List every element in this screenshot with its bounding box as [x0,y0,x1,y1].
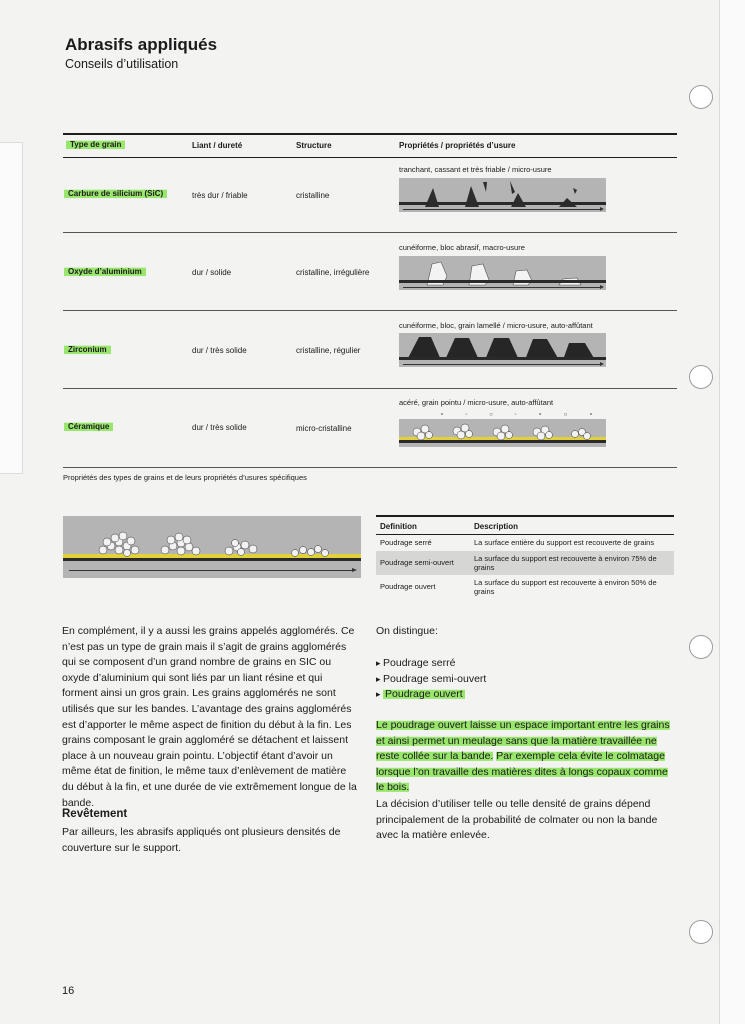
def-top-rule [376,515,674,517]
agglomerated-grain-illustration [63,516,361,578]
def-description: La surface du support est recouverte à environ 75% de grains [474,554,657,572]
zirconium-illustration [399,333,606,367]
grain-ceramique: Céramique [64,422,113,431]
table-row [376,577,674,601]
revetement-paragraph: Par ailleurs, les abrasifs appliqués ont plusieurs densités de couverture sur le support. [62,826,341,854]
right-column-intro: On distingue: [376,625,438,637]
binder-hole [689,635,713,659]
grain-oxyde-aluminium: Oxyde d’aluminium [64,267,146,276]
structure-cell: cristalline, irrégulière [296,268,370,277]
col-header-liant: Liant / dureté [192,141,243,150]
structure-cell: micro-cristalline [296,424,352,433]
page-edge [719,0,745,1024]
binder-hole [689,920,713,944]
ceramic-illustration [399,419,606,447]
def-term: Poudrage ouvert [380,582,436,591]
highlighted-bullet: Poudrage ouvert [385,688,463,701]
density-bullet-list [376,656,676,703]
highlighted-sentence-1: Le poudrage ouvert laisse un espace important entre les grains et ainsi permet un meulage sans que la matière travaillée ne reste collée sur la bande. [376,719,670,763]
highlighted-sentence-2: Par exemple cela évite le colmatage lorsque l’on travaille des matières dites à longs copaux comme le bois. [376,750,668,794]
liant-cell: dur / très solide [192,346,247,355]
liant-cell: très dur / friable [192,191,248,200]
properties-cell: tranchant, cassant et très friable / micro-usure [399,165,552,174]
table-top-rule [63,133,677,135]
binder-hole [689,85,713,109]
liant-cell: dur / solide [192,268,232,277]
row-rule [63,388,677,389]
structure-cell: cristalline [296,191,330,200]
row-rule [63,232,677,233]
open-coating-paragraph [376,718,676,796]
divider-tab [0,142,23,474]
table-caption: Propriétés des types de grains et de leurs propriétés d’usures spécifiques [63,473,307,482]
col-header-structure: Structure [296,141,332,150]
properties-cell: cunéiforme, bloc, grain lamellé / micro-usure, auto-affûtant [399,321,593,330]
density-decision-paragraph: La décision d’utiliser telle ou telle densité de grains dépend principalement de la probabilité de colmater ou non la bande avec la matière enlevée. [376,798,658,842]
properties-cell: acéré, grain pointu / micro-usure, auto-affûtant [399,398,554,407]
col-header-proprietes: Propriétés / propriétés d’usure [399,141,516,150]
grain-zirconium: Zirconium [64,345,111,354]
def-col-header-definition: Definition [380,522,417,531]
list-item: ▸ Poudrage semi-ouvert [376,672,676,688]
def-header-rule [376,534,674,535]
def-description: La surface du support est recouverte à environ 50% de grains [474,578,657,596]
agglomerated-paragraph: En complément, il y a aussi les grains appelés agglomérés. Ce n’est pas un type de grain mais il s’agit de grains agglomérés qui se composent d’un grand nombre de grains en SIC ou oxyde d’aluminium qui sont liés par un liant résine et qui forment ainsi un gros grain. Les grains agglomérés ne sont utilisés que sur les bandes. L’avantage des grains agglomérés est d’apporter le même aspect de finition du début à la fin. Les grains composant le grain aggloméré se détachent et laissent place à un nouveau grain pointu. L’objectif étant d’avoir un même état de finition, le même taux d’enlèvement de matière du début à la fin, et une durée de vie extrêmement longue de la bande. [62,625,357,809]
table-row [376,551,674,575]
structure-cell: cristalline, régulier [296,346,361,355]
def-col-header-description: Description [474,522,519,531]
revetement-text [62,825,360,856]
table-row [376,538,674,550]
liant-cell: dur / très solide [192,423,247,432]
list-item [376,687,676,703]
row-rule [63,310,677,311]
def-description: La surface entière du support est recouverte de grains [474,538,655,547]
row-rule [63,467,677,468]
page-subtitle: Conseils d’utilisation [65,57,179,71]
ceramic-chips-decoration: ∘ ◦ ○ ◦ ∘ ○ ∘ [440,412,603,418]
page-title: Abrasifs appliqués [65,35,218,54]
def-term: Poudrage serré [380,538,432,547]
binder-hole [689,365,713,389]
page-number: 16 [62,985,75,997]
revetement-heading: Revêtement [62,808,128,820]
def-term: Poudrage semi-ouvert [380,558,454,567]
sic-grain-illustration [399,178,606,212]
col-header-grain: Type de grain [66,140,125,149]
properties-cell: cunéiforme, bloc abrasif, macro-usure [399,243,525,252]
aluminium-oxide-illustration [399,256,606,290]
left-column-text [62,624,360,811]
list-item: ▸ Poudrage serré [376,656,676,672]
grain-sic: Carbure de silicium (SiC) [64,189,167,198]
header-rule [63,157,677,158]
